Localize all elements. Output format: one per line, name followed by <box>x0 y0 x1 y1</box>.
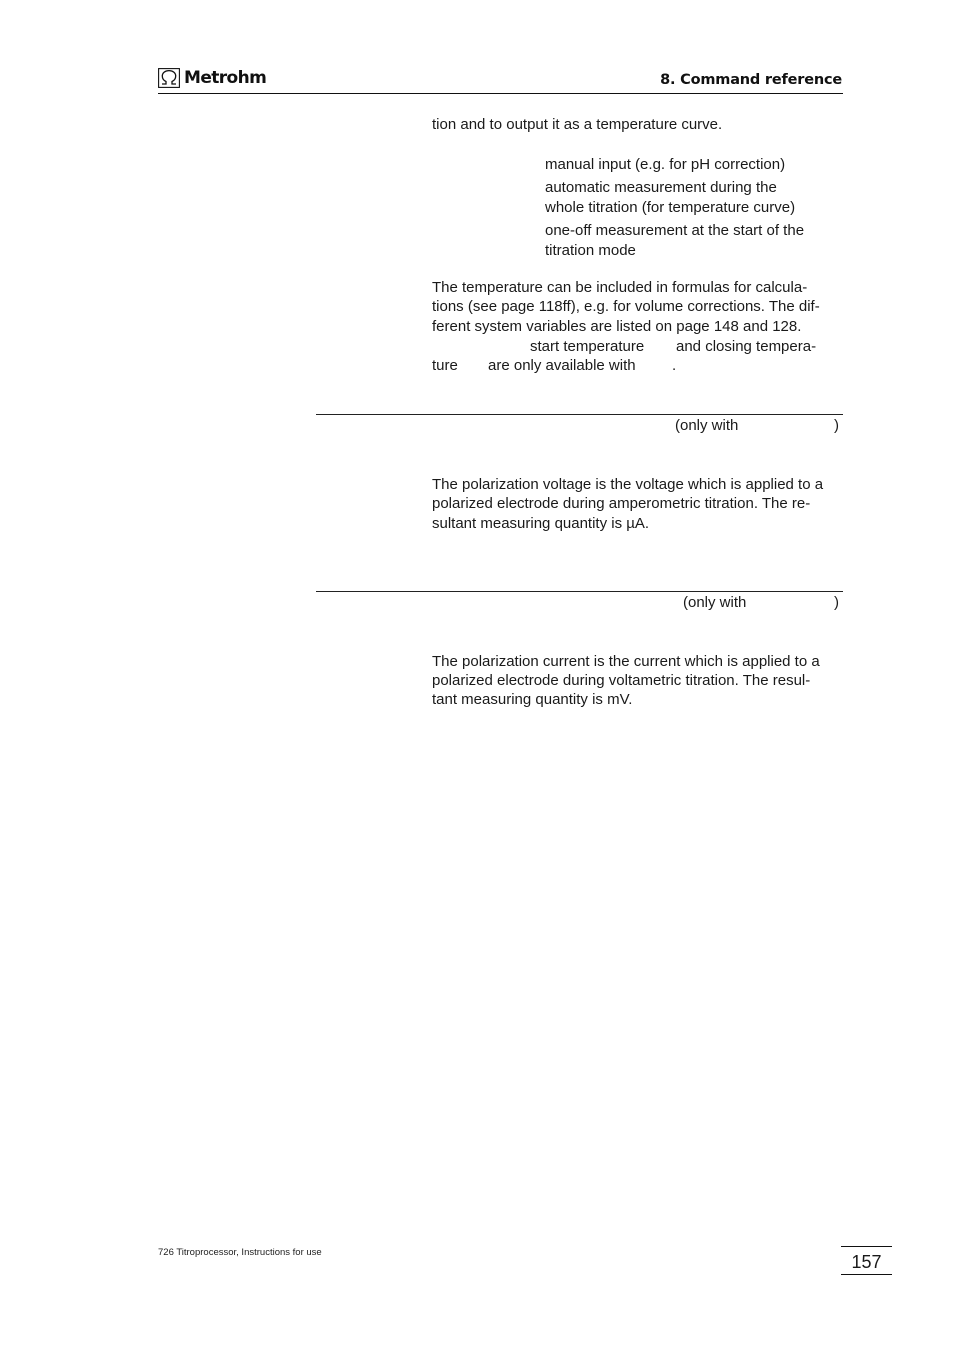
availability-text: are only available with <box>488 357 636 374</box>
closing-temperature-cont: ture <box>432 357 458 374</box>
page-number-rule <box>841 1246 892 1247</box>
availability-period: . <box>672 357 677 374</box>
voltage-close-paren: ) <box>834 417 839 434</box>
current-para-line2: polarized electrode during voltametric titration. The resul- <box>432 672 811 689</box>
section-divider-current <box>316 591 843 592</box>
section-title: 8. Command reference <box>660 72 842 88</box>
temperature-intro: tion and to output it as a temperature curve. <box>432 116 723 133</box>
current-para-line3: tant measuring quantity is mV. <box>432 691 633 708</box>
voltage-para-line2: polarized electrode during amperometric titration. The re- <box>432 495 811 512</box>
temperature-para-line3: ferent system variables are listed on page 148 and 128. <box>432 318 802 335</box>
temperature-para-line1: The temperature can be included in formulas for calcula- <box>432 279 808 296</box>
option-automatic-line1: automatic measurement during the <box>545 179 777 196</box>
closing-temperature-text: and closing tempera- <box>676 338 817 355</box>
brand-logo <box>158 66 266 90</box>
current-close-paren: ) <box>834 594 839 611</box>
omega-icon <box>158 68 180 88</box>
header-divider <box>158 93 843 94</box>
temperature-para-line2: tions (see page 118ff), e.g. for volume corrections. The dif- <box>432 298 820 315</box>
page-number: 157 <box>841 1250 892 1275</box>
option-oneoff-line2: titration mode <box>545 242 636 259</box>
voltage-only-with: (only with <box>675 417 739 434</box>
option-manual: manual input (e.g. for pH correction) <box>545 156 786 173</box>
brand-name: Metrohm <box>184 68 267 88</box>
option-oneoff-line1: one-off measurement at the start of the <box>545 222 805 239</box>
footer-doc-title: 726 Titroprocessor, Instructions for use <box>158 1247 322 1258</box>
current-only-with: (only with <box>683 594 747 611</box>
voltage-para-line3: sultant measuring quantity is µA. <box>432 515 650 532</box>
current-para-line1: The polarization current is the current which is applied to a <box>432 653 820 670</box>
section-divider-voltage <box>316 414 843 415</box>
start-temperature-text: start temperature <box>530 338 645 355</box>
option-automatic-line2: whole titration (for temperature curve) <box>545 199 796 216</box>
voltage-para-line1: The polarization voltage is the voltage which is applied to a <box>432 476 824 493</box>
